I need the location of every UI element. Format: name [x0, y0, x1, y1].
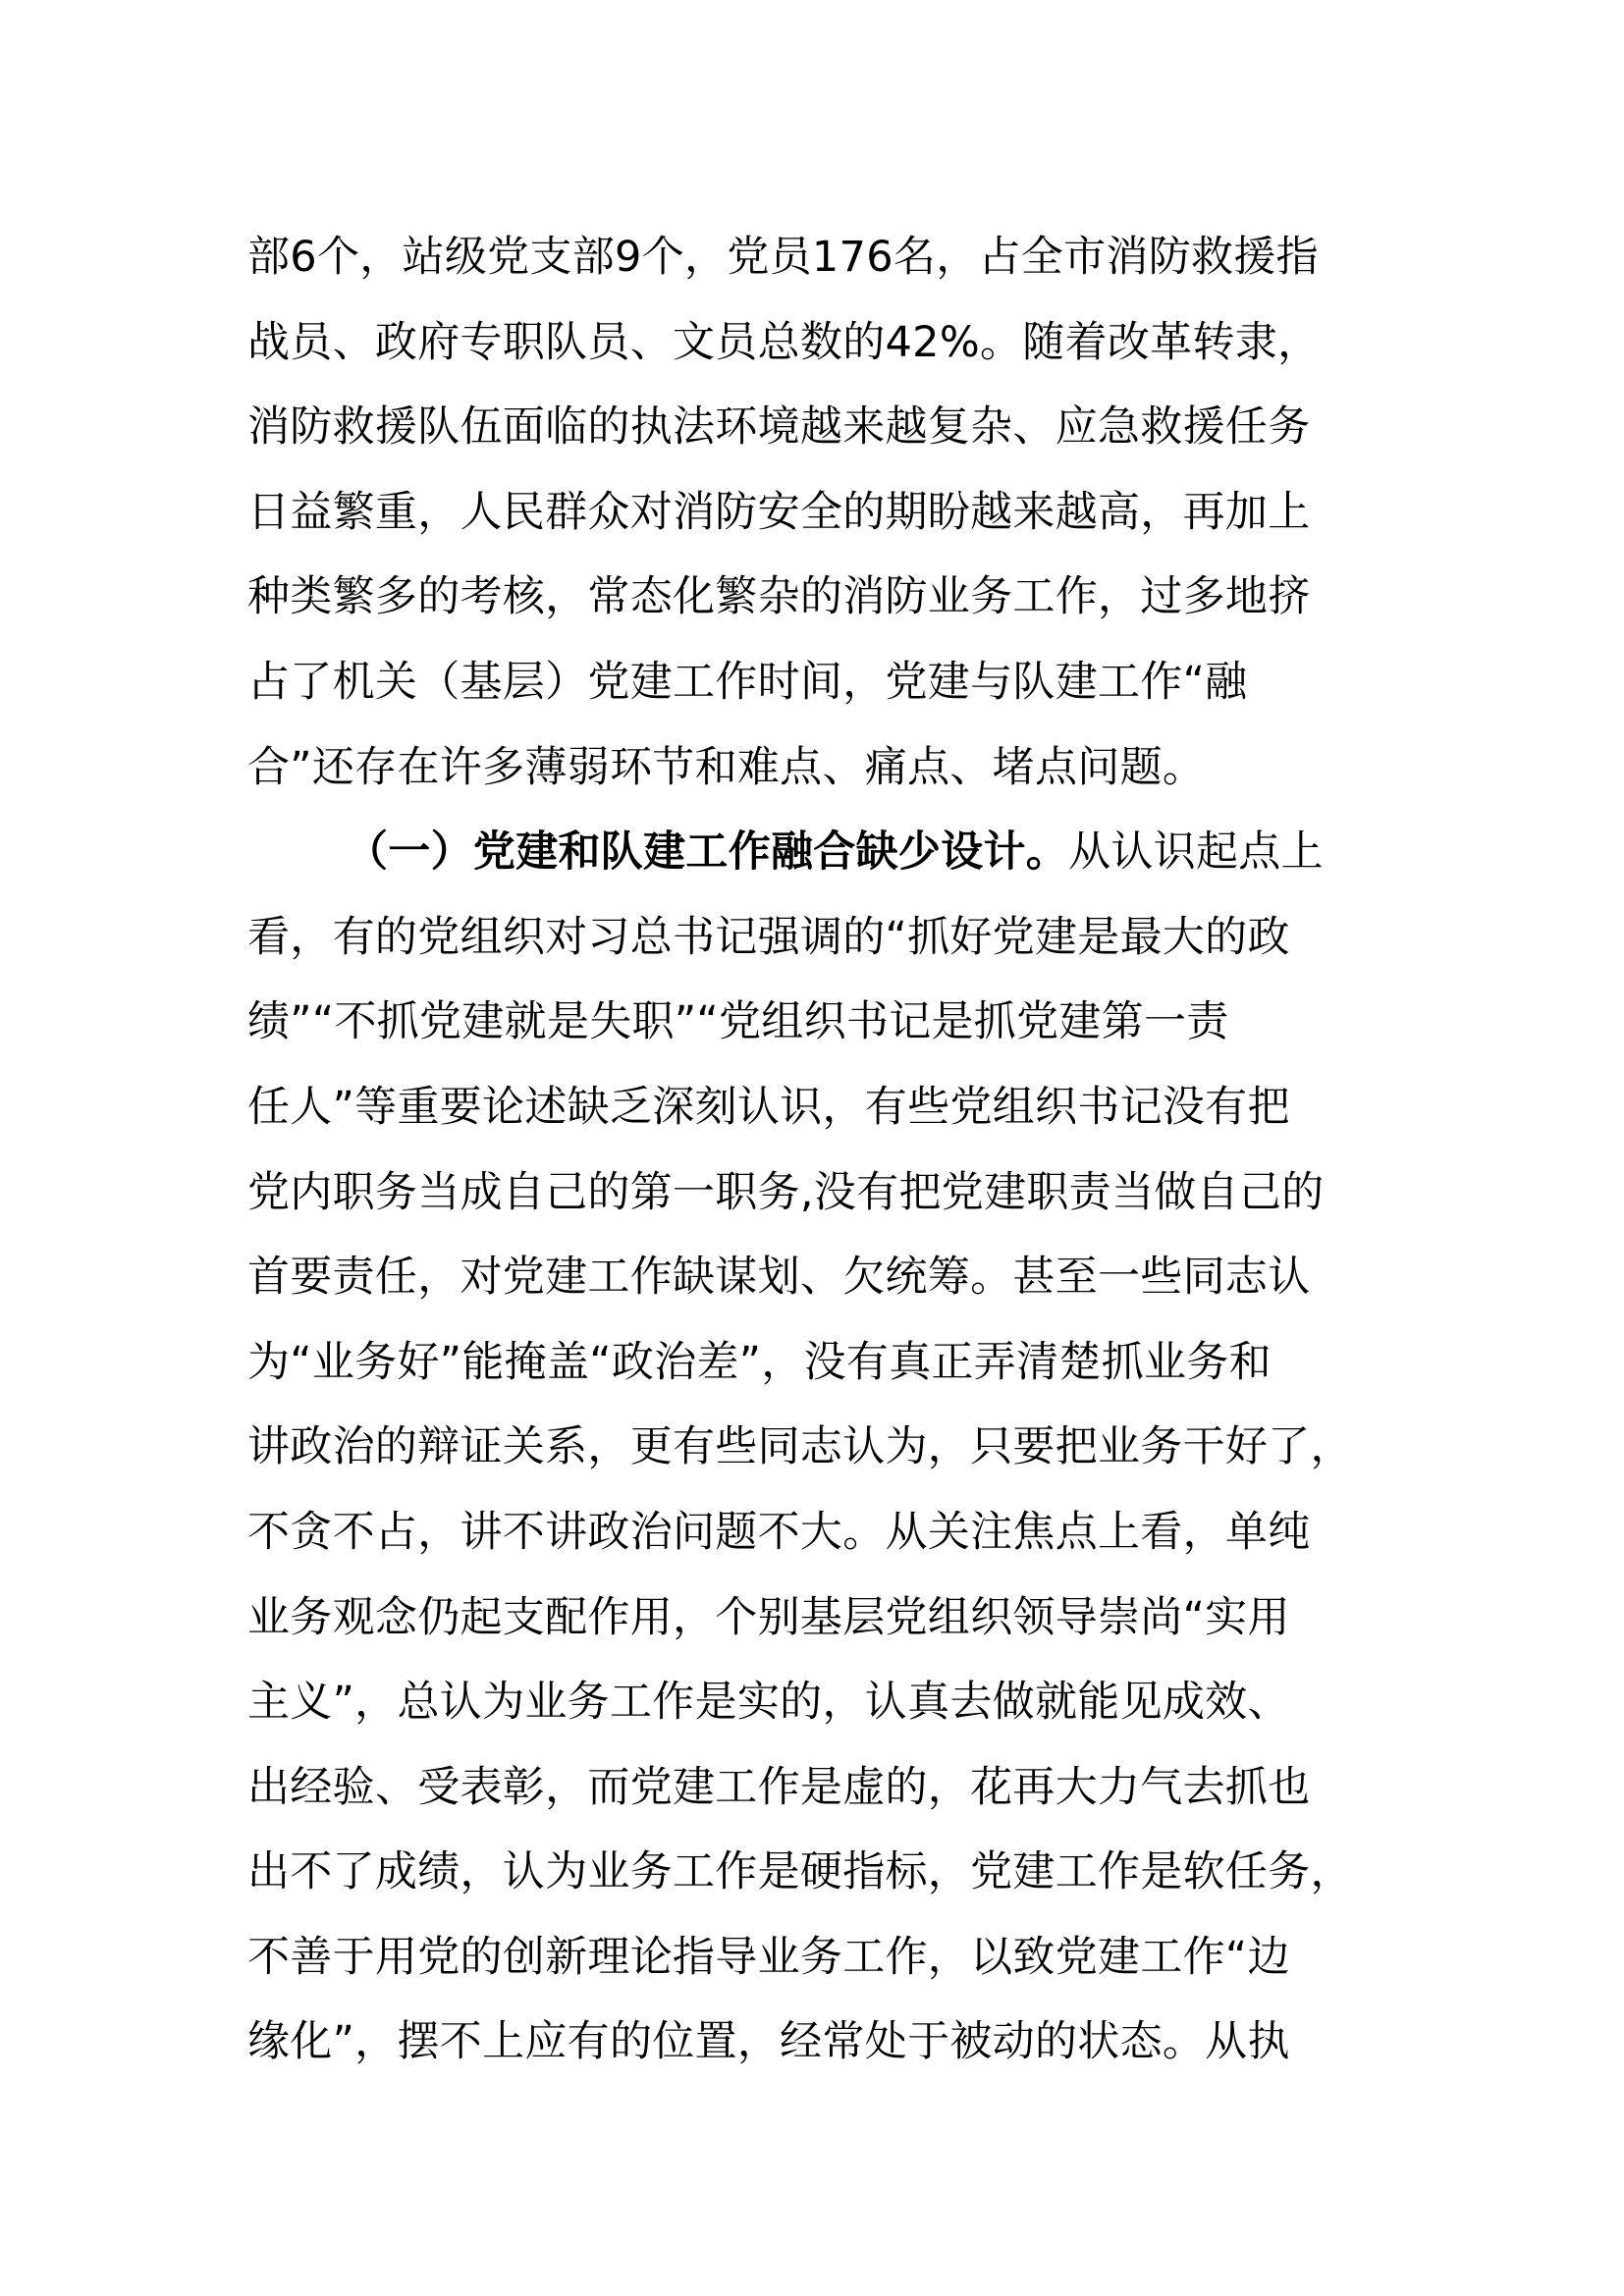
paragraph-line: 占了机关（基层）党建工作时间，党建与队建工作“融	[247, 657, 1248, 707]
section-heading-line	[247, 823, 1386, 908]
paragraph-line: 缘化”，摆不上应有的位置，经常处于被动的状态。从执	[247, 2017, 1290, 2067]
paragraph-line: 任人”等重要论述缺乏深刻认识，有些党组织书记没有把	[247, 1082, 1290, 1132]
paragraph-line: 战员、政府专职队员、文员总数的42%。随着改革转隶，	[247, 317, 1321, 367]
section-number: （一）	[346, 828, 473, 878]
paragraph-line: 合”还存在许多薄弱环节和难点、痛点、堵点问题。	[247, 742, 1206, 792]
section-title: 党建和队建工作融合缺少设计。	[472, 828, 1069, 878]
paragraph-line: 部6个，站级党支部9个，党员176名，占全市消防救援指	[247, 233, 1319, 282]
paragraph-line: 不贪不占，讲不讲政治问题不大。从关注焦点上看，单纯	[247, 1507, 1311, 1557]
paragraph-line: 党内职务当成自己的第一职务,没有把党建职责当做自己的	[247, 1167, 1325, 1217]
paragraph-line: 首要责任，对党建工作缺谋划、欠统筹。甚至一些同志认	[247, 1253, 1311, 1303]
paragraph-line: 绩”“不抓党建就是失职”“党组织书记是抓党建第一责	[247, 997, 1229, 1047]
paragraph-line: 讲政治的辩证关系，更有些同志认为，只要把业务干好了，	[247, 1422, 1353, 1472]
paragraph-line: 消防救援队伍面临的执法环境越来越复杂、应急救援任务	[247, 402, 1311, 453]
paragraph-line: 种类繁多的考核，常态化繁杂的消防业务工作，过多地挤	[247, 572, 1311, 622]
paragraph-line: 业务观念仍起支配作用，个别基层党组织领导崇尚“实用	[247, 1592, 1290, 1642]
paragraph-line: 看，有的党组织对习总书记强调的“抓好党建是最大的政	[247, 912, 1290, 962]
paragraph-line: 出经验、受表彰，而党建工作是虚的，花再大力气去抓也	[247, 1762, 1311, 1812]
paragraph-line: 出不了成绩，认为业务工作是硬指标，党建工作是软任务，	[247, 1847, 1353, 1897]
paragraph-line: 主义”，总认为业务工作是实的，认真去做就能见成效、	[247, 1678, 1290, 1728]
paragraph-line: 为“业务好”能掩盖“政治差”，没有真正弄清楚抓业务和	[247, 1337, 1272, 1387]
document-body	[247, 228, 1386, 2098]
paragraph-line: 不善于用党的创新理论指导业务工作，以致党建工作“边	[247, 1932, 1290, 1982]
section-text: 从认识起点上	[1068, 828, 1324, 878]
paragraph-line: 日益繁重，人民群众对消防安全的期盼越来越高，再加上	[247, 487, 1311, 537]
